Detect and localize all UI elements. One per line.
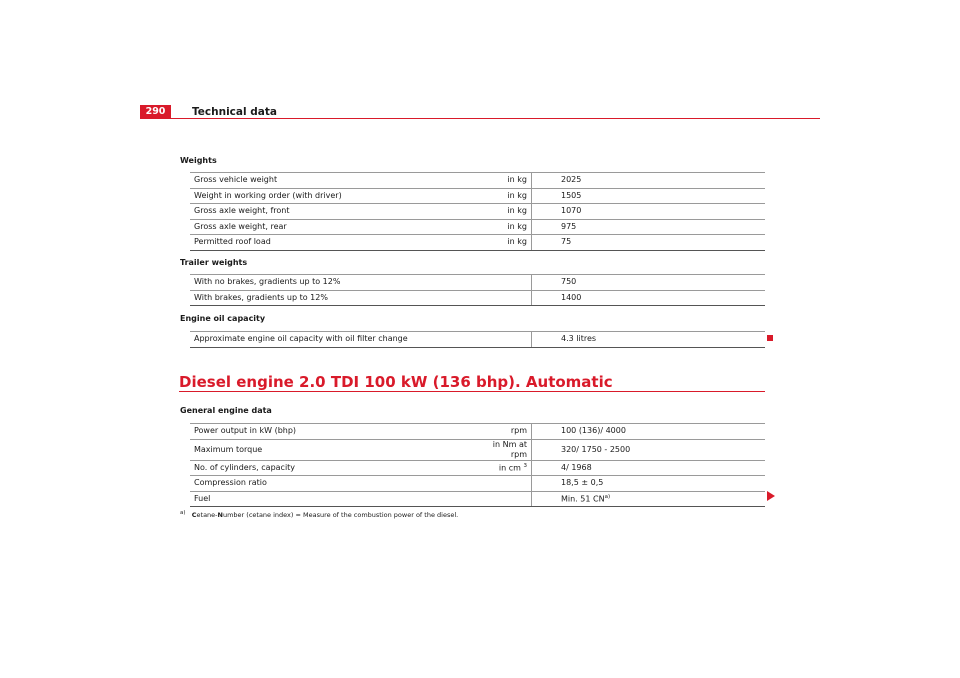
row-value: 1400 [532,290,766,306]
unit-text: in cm [498,464,521,474]
row-value: 975 [532,219,766,235]
row-value: 1505 [532,188,766,204]
engine-oil-table [190,331,765,348]
section-end-marker [767,335,773,341]
page-header-title: Technical data [192,106,277,118]
unit-superscript: 3 [523,463,527,470]
row-unit: in kg [475,219,532,235]
table-row [190,204,765,220]
footnote-bold-c: C [191,511,197,520]
row-unit [475,460,532,476]
table-row [190,173,765,189]
chapter-title: Diesel engine 2.0 TDI 100 kW (136 bhp). Automatic [179,373,613,391]
table-row [190,188,765,204]
row-label: Gross axle weight, rear [190,219,475,235]
footnote-marker: a) [180,510,186,516]
row-unit: in Nm at rpm [475,439,532,460]
row-value: 75 [532,235,766,251]
row-unit: in kg [475,235,532,251]
row-value: 18,5 ± 0,5 [532,476,766,492]
engine-data-table [190,423,765,507]
row-value: 320/ 1750 - 2500 [532,439,766,460]
footnote-reference: a) [604,494,611,501]
row-unit [475,290,532,306]
row-value: 2025 [532,173,766,189]
row-label: Permitted roof load [190,235,475,251]
row-label: Fuel [190,491,475,507]
general-engine-data-heading: General engine data [180,406,272,415]
row-label: Power output in kW (bhp) [190,424,475,440]
row-label: No. of cylinders, capacity [190,460,475,476]
table-row [190,439,765,460]
page-number: 290 [140,105,171,119]
row-label: Approximate engine oil capacity with oil filter change [190,332,475,348]
row-unit [475,275,532,291]
header-divider [140,118,820,119]
row-unit [475,491,532,507]
table-row [190,424,765,440]
trailer-weights-heading: Trailer weights [180,258,248,267]
row-unit: in kg [475,173,532,189]
row-unit: in kg [475,204,532,220]
continue-arrow-icon [767,491,775,501]
row-label: Weight in working order (with driver) [190,188,475,204]
table-row [190,219,765,235]
table-row [190,476,765,492]
weights-heading: Weights [180,156,217,165]
trailer-weights-table [190,274,765,306]
weights-table [190,172,765,251]
row-label: Maximum torque [190,439,475,460]
row-value: 750 [532,275,766,291]
row-unit [475,332,532,348]
row-unit: in kg [475,188,532,204]
table-row [190,235,765,251]
value-text: Min. 51 CN [561,495,605,505]
footnote [180,509,458,520]
row-label: Gross axle weight, front [190,204,475,220]
footnote-text-1: etane- [196,511,218,520]
chapter-divider [179,391,765,392]
row-value [532,491,766,507]
engine-oil-heading: Engine oil capacity [180,314,266,323]
footnote-text-2: umber (cetane index) = Measure of the combustion power of the diesel. [222,511,459,520]
table-row [190,491,765,507]
table-row [190,290,765,306]
table-row [190,332,765,348]
row-value: 4.3 litres [532,332,766,348]
row-label: Compression ratio [190,476,475,492]
row-label: With no brakes, gradients up to 12% [190,275,475,291]
row-label: With brakes, gradients up to 12% [190,290,475,306]
table-row [190,275,765,291]
table-row [190,460,765,476]
row-value: 4/ 1968 [532,460,766,476]
row-value: 1070 [532,204,766,220]
row-unit: rpm [475,424,532,440]
footnote-bold-n: N [217,511,223,520]
row-label: Gross vehicle weight [190,173,475,189]
row-unit [475,476,532,492]
row-value: 100 (136)/ 4000 [532,424,766,440]
